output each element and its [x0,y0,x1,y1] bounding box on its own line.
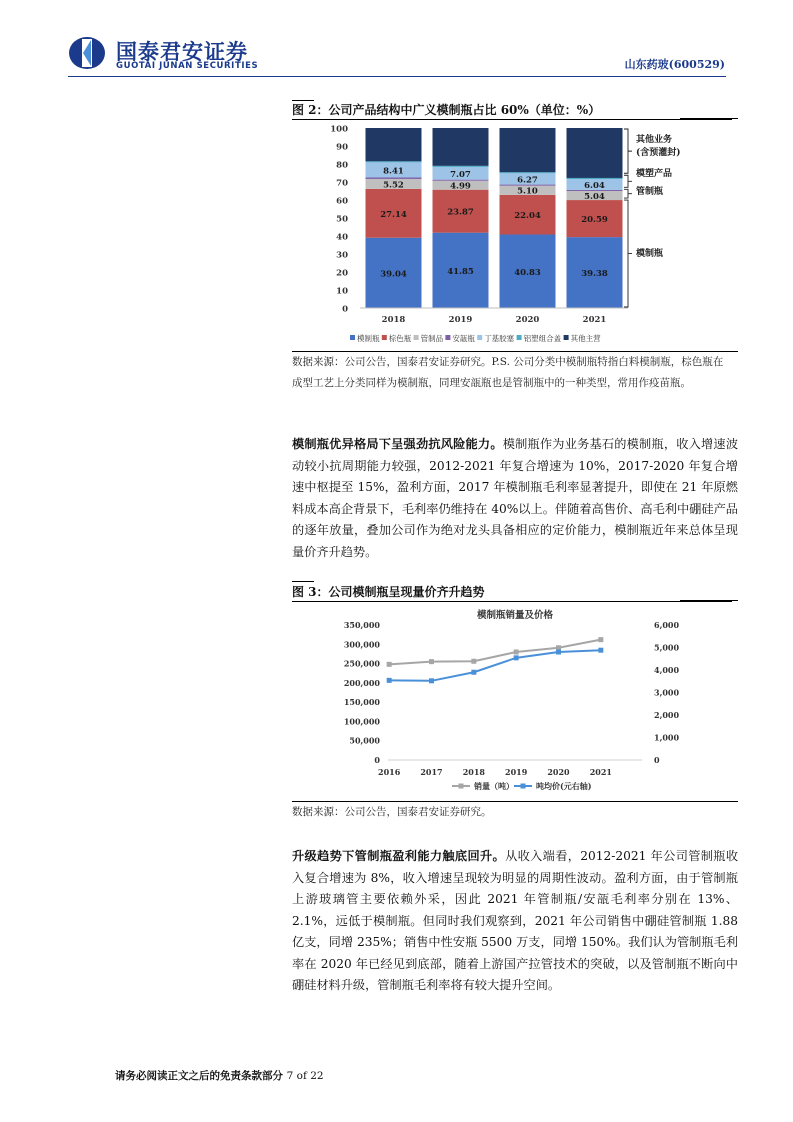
annotation-brace [624,200,632,307]
bar-segment-5-0 [366,161,422,162]
x-tick-label: 2017 [420,767,443,777]
data-label: 4.99 [450,181,471,192]
x-tick-label: 2021 [582,315,607,325]
bar-segment-3-1 [433,180,489,181]
x-tick-label: 2016 [378,767,401,777]
legend-marker [521,784,526,789]
paragraph-tube-bottles [292,846,738,997]
legend-swatch [517,335,522,340]
chart-title: 模制瓶销量及价格 [476,610,554,621]
legend-label: 铝塑组合盖 [523,334,562,343]
series-point-1 [387,678,392,683]
data-label: 22.04 [514,211,541,222]
annotation-brace [624,175,632,187]
y-tick-label: 80 [336,160,348,171]
y-tick-label: 50 [336,214,348,225]
y-right-tick-label: 6,000 [654,620,680,630]
bar-segment-5-1 [433,166,489,167]
series-point-1 [514,655,519,660]
y-left-tick-label: 0 [374,755,380,765]
x-tick-label: 2021 [589,767,612,777]
data-label: 6.04 [584,180,605,191]
figure2-stacked-bar-chart [292,118,738,350]
paragraph-body: 从收入端看，2012-2021 年公司管制瓶收入复合增速为 8%，收入增速呈现较为明显的周期性波动。盈利方面，由于管制瓶上游玻璃管主要依赖外采，因此 2021 年管制瓶/安瓿毛利率分别在 13%、2.1%，远低于模制瓶。但同时我们观察到，2021 年公司销售中硼硅管制瓶 1.88 亿支，同增 235%；销售中性安瓶 5500 万支，同增 150%。我们认为管制瓶毛利率在 2020 年已经见到底部，随着上游国产拉管技术的突破，以及管制瓶不断向中硼硅材料升级，管制瓶毛利率将有较大提升空间。 [292,849,739,992]
series-point-1 [429,678,434,683]
bar-segment-5-3 [567,178,623,179]
data-label: 39.04 [380,269,407,280]
series-point-0 [598,637,603,642]
y-left-tick-label: 100,000 [343,716,380,727]
figure3-source-note: 数据来源：公司公告，国泰君安证券研究。 [292,806,492,818]
bar-segment-6-3 [567,128,623,178]
disclaimer-notice: 请务必阅读正文之后的免责条款部分 [115,1070,283,1082]
series-point-1 [471,670,476,675]
legend-swatch [445,335,450,340]
x-tick-label: 2020 [547,767,570,777]
y-right-tick-label: 5,000 [654,642,680,653]
annotation-label: 模制瓶 [636,249,664,259]
y-tick-label: 100 [330,124,348,135]
x-tick-label: 2020 [515,315,540,325]
company-logo [68,36,106,70]
y-right-tick-label: 3,000 [654,687,680,698]
data-label: 39.38 [581,269,608,280]
header-divider [68,76,726,77]
bar-segment-6-2 [500,128,556,172]
y-left-tick-label: 150,000 [343,697,380,708]
bar-segment-3-0 [366,178,422,179]
legend-label: 模制瓶 [357,334,380,343]
y-right-tick-label: 2,000 [654,710,680,720]
data-label: 41.85 [447,266,474,277]
legend-swatch [350,335,355,340]
series-point-0 [429,659,434,664]
y-tick-label: 30 [336,250,348,261]
data-label: 8.41 [383,166,404,177]
legend-label: 管制品 [420,334,444,343]
paragraph-lead: 模制瓶优异格局下呈强劲抗风险能力。 [292,437,503,451]
y-left-tick-label: 200,000 [343,677,380,688]
y-right-tick-label: 1,000 [654,732,680,743]
annotation-brace [624,189,632,198]
data-label: 7.07 [450,169,471,180]
y-right-tick-label: 0 [654,755,660,765]
annotation-brace [624,129,632,173]
footer [115,1068,324,1083]
series-line-1 [389,650,601,681]
y-right-tick-label: 4,000 [654,665,680,675]
legend-marker [459,784,464,789]
y-left-tick-label: 250,000 [343,658,380,669]
x-tick-label: 2019 [505,767,528,777]
annotation-label: 模塑产品 [636,169,673,179]
y-tick-label: 70 [336,178,348,189]
y-left-tick-label: 300,000 [343,639,380,650]
figure2-source-note: 数据来源：公司公告，国泰君安证券研究。P.S. 公司分类中模制瓶特指白料模制瓶，棕色瓶在成型工艺上分类同样为模制瓶，同理安瓿瓶也是管制瓶中的一种类型，常用作疫苗瓶。 [292,356,724,389]
legend-swatch [414,335,419,340]
bar-segment-6-1 [433,128,489,166]
x-tick-label: 2019 [448,315,473,325]
series-point-1 [598,648,603,653]
report-stock-tag: 山东药玻(600529) [624,58,725,71]
brand-name: 国泰君安证券 [116,40,248,64]
series-point-0 [471,659,476,664]
y-left-tick-label: 50,000 [349,735,380,746]
figure3-line-chart [292,600,738,800]
series-point-1 [556,650,561,655]
legend-label: 丁基胶塞 [484,334,515,343]
x-tick-label: 2018 [381,315,406,325]
figure2-caption: 图 2：公司产品结构中广义模制瓶占比 60%（单位：%） [292,103,601,117]
y-tick-label: 40 [336,232,348,243]
legend-swatch [564,335,569,340]
legend-label: 吨均价(元右轴) [536,781,592,791]
annotation-label: (含预灌封) [636,148,681,158]
caption-rule [292,581,314,582]
data-label: 5.10 [517,186,538,197]
y-tick-label: 0 [342,304,348,315]
series-point-0 [387,662,392,667]
data-label: 23.87 [447,207,474,218]
y-tick-label: 60 [336,196,348,207]
data-label: 5.04 [584,192,605,203]
bar-segment-5-2 [500,172,556,173]
bar-segment-6-0 [366,128,422,161]
paragraph-molded-bottles [292,434,738,563]
legend-label: 安瓿瓶 [452,334,475,343]
data-label: 5.52 [383,180,404,191]
annotation-label: 管制瓶 [636,187,664,197]
brand-name-english: GUOTAI JUNAN SECURITIES [116,61,259,71]
data-label: 40.83 [514,267,541,278]
y-left-tick-label: 350,000 [343,620,380,630]
paragraph-lead: 升级趋势下管制瓶盈利能力触底回升。 [292,849,506,863]
y-tick-label: 20 [336,268,348,279]
y-tick-label: 10 [336,286,348,297]
paragraph-body: 模制瓶作为业务基石的模制瓶，收入增速波动较小抗周期能力较强，2012-2021 年复合增速为 10%，2017-2020 年复合增速中枢提至 15%，盈利方面，2017 年模制瓶毛利率显著提升，即使在 21 年原燃料成本高企背景下，毛利率仍维持在 40%以上。伴随着高售价、高毛利中硼硅产品的逐年放量，叠加公司作为绝对龙头具备相应的定价能力，模制瓶近年来总体呈现量价齐升趋势。 [292,437,739,559]
legend-label: 其他主营 [570,334,601,343]
data-label: 20.59 [581,215,608,226]
x-tick-label: 2018 [462,767,485,777]
page-number: 7 of 22 [286,1070,324,1082]
legend-label: 销量（吨） [474,781,514,791]
series-point-0 [514,650,519,655]
data-label: 27.14 [380,209,407,220]
legend-swatch [477,335,482,340]
data-label: 6.27 [517,175,538,186]
legend-label: 棕色瓶 [388,334,412,343]
figure3-caption: 图 3：公司模制瓶呈现量价齐升趋势 [292,585,485,599]
y-tick-label: 90 [336,142,348,153]
legend-swatch [382,335,387,340]
annotation-label: 其他业务 [636,135,673,145]
